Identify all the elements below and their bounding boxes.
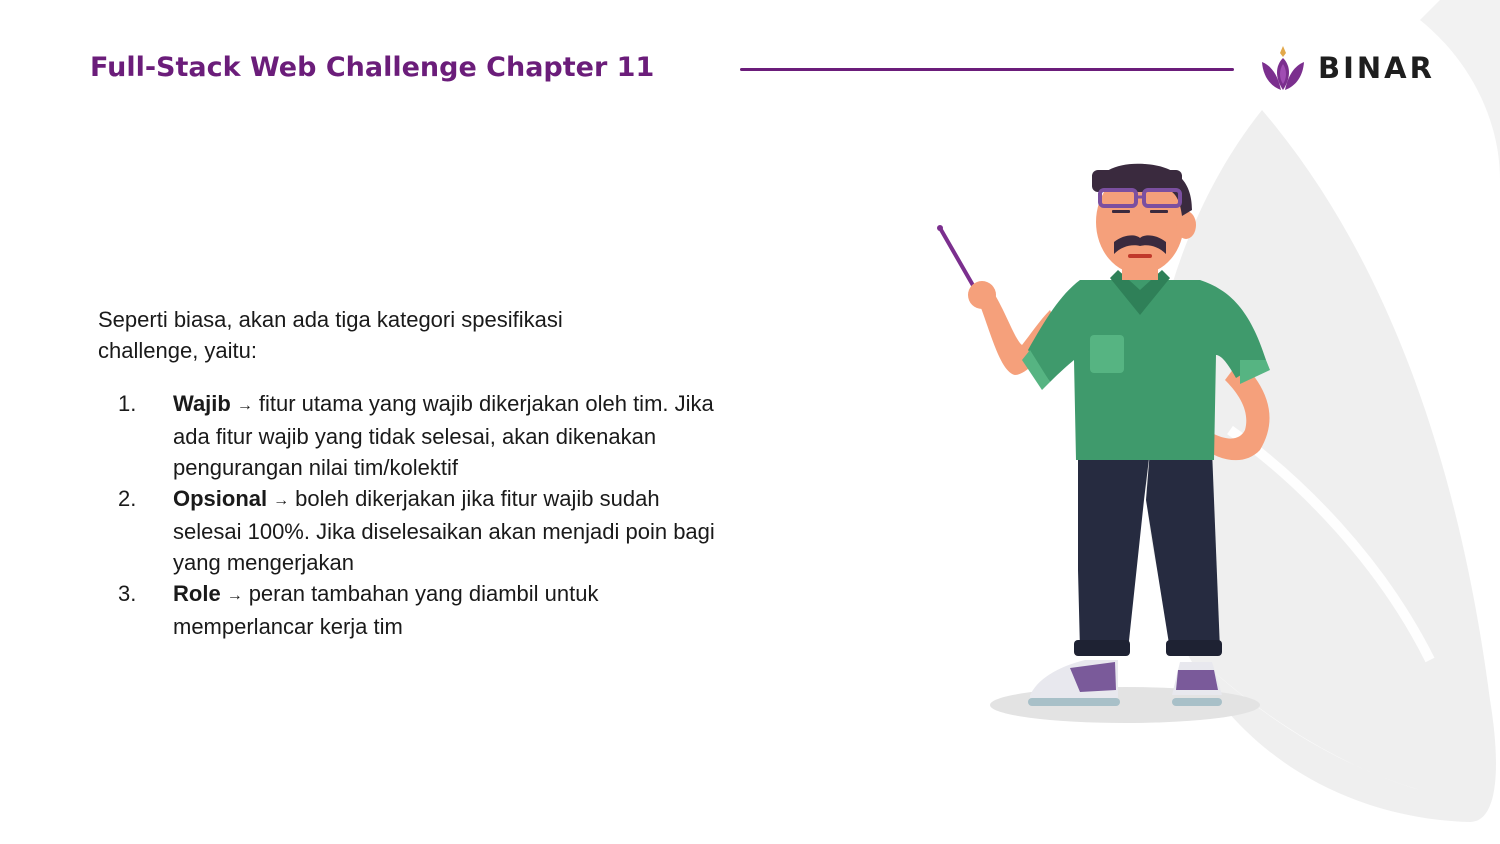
list-item-term: Role (173, 581, 221, 606)
list-item (98, 388, 738, 483)
list-item-number: 2. (118, 486, 137, 511)
arrow-right-icon: → (226, 587, 243, 604)
list-item-description: fitur utama yang wajib dikerjakan oleh tim. Jika ada fitur wajib yang tidak selesai, akan dikenakan pengurangan nilai tim/kolektif (173, 391, 714, 480)
brand-name: BINAR (1318, 51, 1435, 85)
arrow-right-icon: → (273, 492, 290, 509)
list-item (98, 578, 738, 642)
spec-category-list (98, 388, 738, 642)
arrow-right-icon: → (236, 397, 253, 414)
list-item-number: 3. (118, 581, 137, 606)
intro-paragraph: Seperti biasa, akan ada tiga kategori spesifikasi challenge, yaitu: (98, 307, 563, 363)
list-item-number: 1. (118, 391, 137, 416)
teacher-illustration (900, 150, 1300, 750)
list-item-text (173, 388, 718, 483)
list-item-text (173, 483, 718, 578)
brand-logo (1260, 44, 1435, 92)
list-item-term: Wajib (173, 391, 231, 416)
slide-title: Full-Stack Web Challenge Chapter 11 (90, 52, 655, 83)
content-body (98, 304, 738, 642)
list-item-description: boleh dikerjakan jika fitur wajib sudah selesai 100%. Jika diselesaikan akan menjadi poin bagi yang mengerjakan (173, 486, 715, 575)
header-divider (740, 68, 1234, 71)
list-item (98, 483, 738, 578)
list-item-description: peran tambahan yang diambil untuk memperlancar kerja tim (173, 581, 599, 639)
list-item-term: Opsional (173, 486, 268, 511)
list-item-text (173, 578, 718, 642)
binar-lotus-icon (1260, 44, 1306, 92)
